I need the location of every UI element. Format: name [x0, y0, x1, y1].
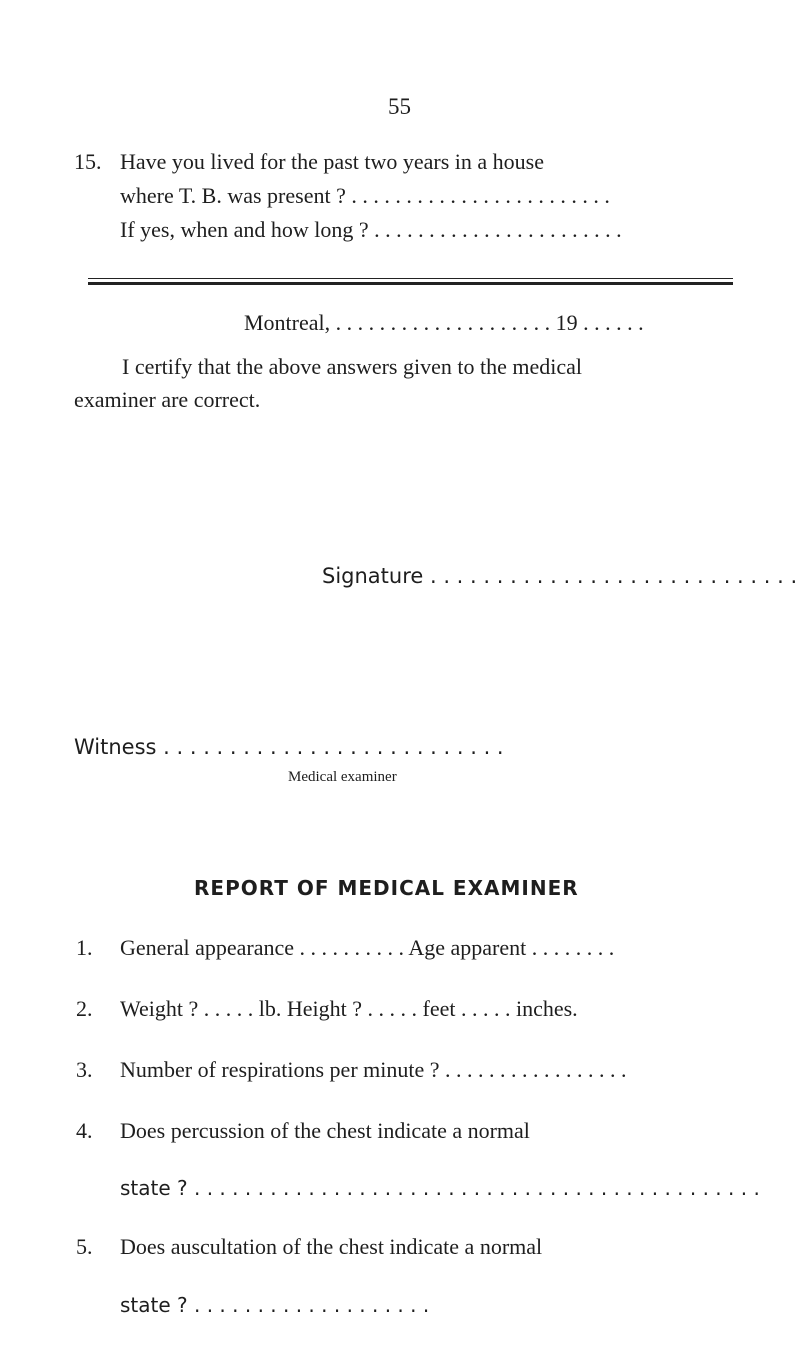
divider-bottom — [88, 282, 733, 285]
signature-line: Signature . . . . . . . . . . . . . . . . . . . . . . . . . . . . — [322, 564, 798, 588]
report-item-4-number: 4. — [76, 1118, 93, 1143]
certification-line-1: I certify that the above answers given to the medical — [122, 354, 582, 379]
report-item-5-number: 5. — [76, 1234, 93, 1259]
report-item-4-text: Does percussion of the chest indicate a normal — [120, 1118, 530, 1143]
certification-line-2: examiner are correct. — [74, 387, 261, 412]
question-15-line-3: If yes, when and how long ? . . . . . . . . . . . . . . . . . . . . . . . — [120, 217, 622, 242]
report-item-5-text-continued: state ? . . . . . . . . . . . . . . . . . . . — [120, 1293, 430, 1317]
report-item-4-text-continued: state ? . . . . . . . . . . . . . . . . . . . . . . . . . . . . . . . . . . . . . . . . . . . . . — [120, 1176, 760, 1200]
question-15-line-1: Have you lived for the past two years in a house — [120, 149, 544, 174]
report-item-3-text: Number of respirations per minute ? . . . . . . . . . . . . . . . . . — [120, 1057, 627, 1082]
report-item-3-number: 3. — [76, 1057, 93, 1082]
report-item-1-text: General appearance . . . . . . . . . . Age apparent . . . . . . . . — [120, 935, 615, 960]
report-item-2-text: Weight ? . . . . . lb. Height ? . . . . . feet . . . . . inches. — [120, 996, 578, 1021]
report-item-1-number: 1. — [76, 935, 93, 960]
witness-caption: Medical examiner — [288, 769, 397, 785]
report-item-5-text: Does auscultation of the chest indicate a normal — [120, 1234, 543, 1259]
page-number: 55 — [388, 94, 411, 119]
witness-line: Witness . . . . . . . . . . . . . . . . . . . . . . . . . . — [74, 735, 504, 759]
question-15-number: 15. — [74, 149, 102, 174]
question-15-line-2: where T. B. was present ? . . . . . . . . . . . . . . . . . . . . . . . . — [120, 183, 610, 208]
report-item-2-number: 2. — [76, 996, 93, 1021]
divider-top — [88, 278, 733, 279]
place-date-line: Montreal, . . . . . . . . . . . . . . . . . . . . 19 . . . . . . — [244, 310, 644, 335]
report-heading: REPORT OF MEDICAL EXAMINER — [194, 876, 579, 900]
